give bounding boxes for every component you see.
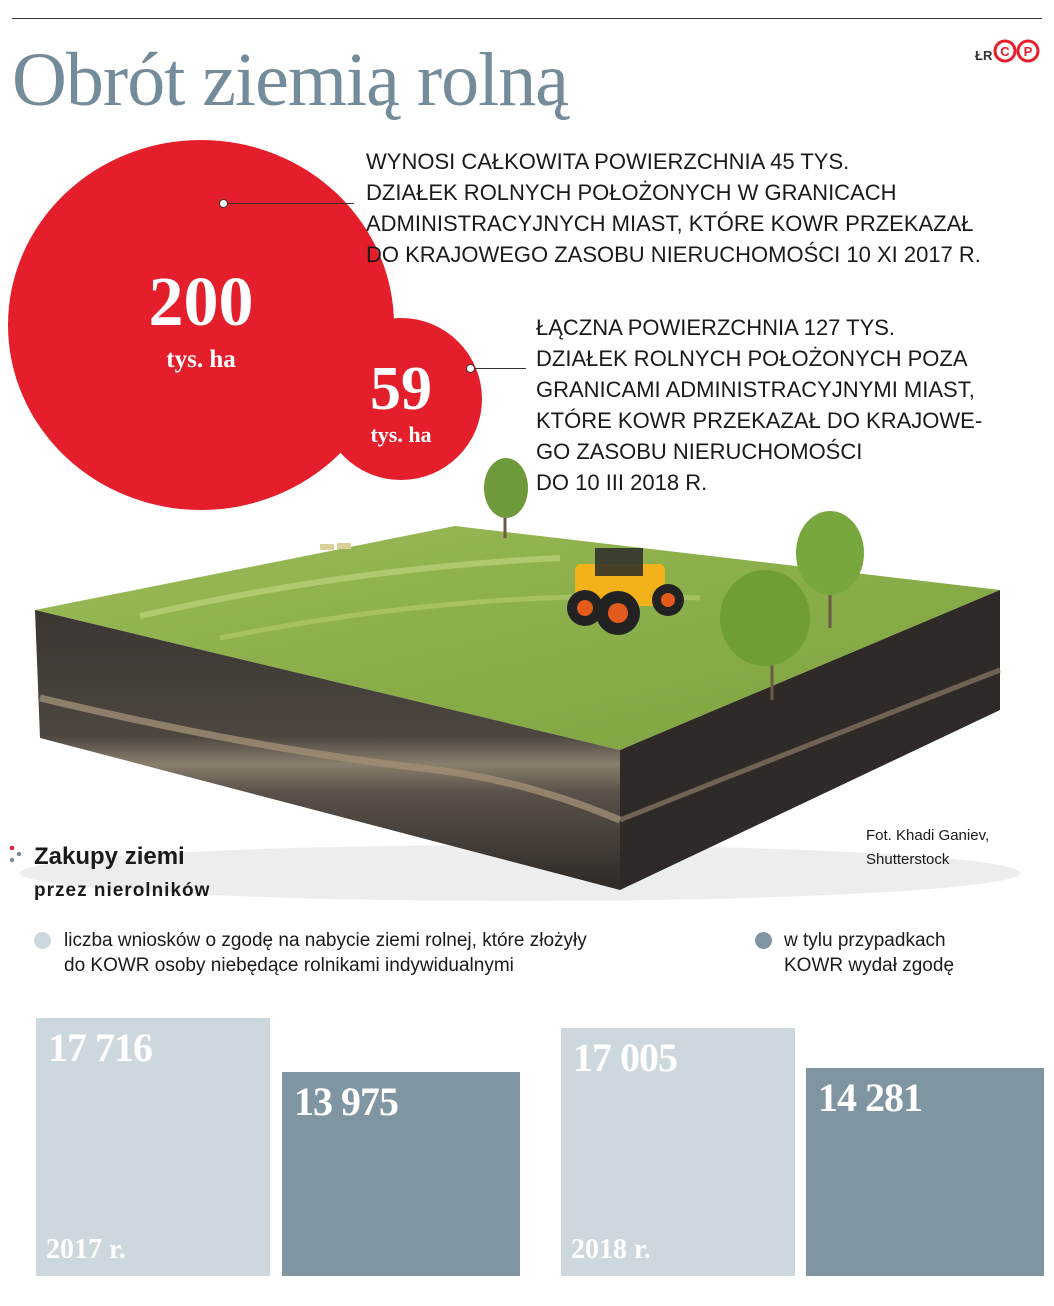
- stat-unit: tys. ha: [370, 422, 432, 447]
- section-title-line1: Zakupy ziemi: [34, 843, 185, 870]
- photo-credit-line: Fot. Khadi Ganiev,: [866, 827, 990, 844]
- top-rule: [12, 18, 1042, 19]
- leader-line: [471, 368, 526, 369]
- photo-credit: [866, 824, 989, 872]
- description-line: DO 10 III 2018 R.: [536, 470, 708, 495]
- legend-line: KOWR wydał zgodę: [784, 955, 955, 976]
- section-title: [34, 840, 210, 908]
- bar-approvals: [282, 1072, 520, 1276]
- description-line: ADMINISTRACYJNYCH MIAST, KTÓRE KOWR PRZEKAZAŁ: [366, 211, 974, 236]
- section-marker-icon: [8, 844, 28, 868]
- stat-circle-200: [8, 140, 394, 510]
- stat-value: 59: [370, 355, 432, 423]
- legend-line: liczba wniosków o zgodę na nabycie ziemi rolnej, które złożyły: [64, 930, 587, 951]
- bar-value-label: 13 975: [294, 1079, 398, 1124]
- description-line: DZIAŁEK ROLNYCH POŁOŻONYCH W GRANICACH: [366, 180, 897, 205]
- photo-credit-line: Shutterstock: [866, 851, 950, 868]
- description-line: ŁĄCZNA POWIERZCHNIA 127 TYS.: [536, 315, 896, 340]
- cp-logo-icon: [993, 38, 1043, 68]
- bar-value-label: 17 716: [48, 1025, 152, 1070]
- page-title: Obrót ziemią rolną: [12, 38, 569, 122]
- leader-dot: [466, 364, 475, 373]
- legend-label-requests: [64, 928, 744, 978]
- description-line: KTÓRE KOWR PRZEKAZAŁ DO KRAJOWE-: [536, 408, 983, 433]
- stat-unit: tys. ha: [166, 346, 236, 373]
- description-line: GRANICAMI ADMINISTRACYJNYMI MIAST,: [536, 377, 975, 402]
- bar-value-label: 17 005: [573, 1035, 677, 1080]
- description-line: GO ZASOBU NIERUCHOMOŚCI: [536, 439, 863, 464]
- stat-value: 200: [148, 264, 254, 341]
- bar-approvals: [806, 1068, 1044, 1276]
- stat-description-59: [536, 312, 1036, 498]
- leader-dot: [219, 199, 228, 208]
- description-line: DZIAŁEK ROLNYCH POŁOŻONYCH POZA: [536, 346, 968, 371]
- legend-line: do KOWR osoby niebędące rolnikami indywidualnymi: [64, 955, 514, 976]
- legend-swatch-requests: [34, 932, 51, 949]
- year-label: 2018 r.: [571, 1234, 651, 1265]
- svg-text:P: P: [1023, 44, 1033, 59]
- year-label: 2017 r.: [46, 1234, 126, 1265]
- legend-swatch-approvals: [755, 932, 772, 949]
- svg-text:C: C: [1000, 44, 1010, 59]
- author-credit: ŁR: [975, 48, 993, 63]
- description-line: WYNOSI CAŁKOWITA POWIERZCHNIA 45 TYS.: [366, 149, 850, 174]
- stat-circle-59: [320, 318, 482, 480]
- legend-label-approvals: [784, 928, 1044, 978]
- bar-value-label: 14 281: [818, 1075, 922, 1120]
- legend-line: w tylu przypadkach: [784, 930, 946, 951]
- description-line: DO KRAJOWEGO ZASOBU NIERUCHOMOŚCI 10 XI 2017 R.: [366, 242, 981, 267]
- stat-description-200: [366, 146, 1046, 270]
- leader-line: [224, 203, 354, 204]
- section-title-line2: przez nierolników: [34, 880, 211, 901]
